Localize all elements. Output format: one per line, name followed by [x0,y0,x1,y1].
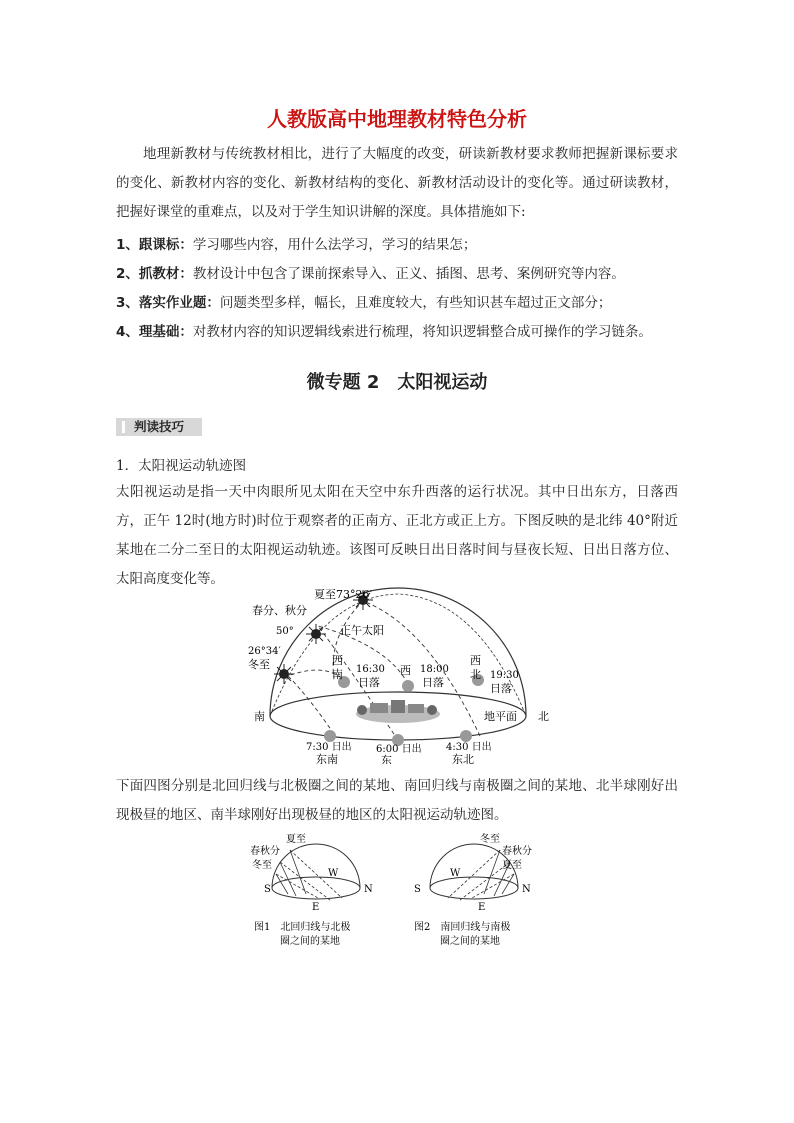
section-tag [116,418,202,436]
item-label: 4、理基础： [116,324,193,340]
label-south: 南 [254,710,265,723]
label-set1: 日落 [358,676,380,689]
label-set3-time: 19:30 [490,670,519,681]
equinox-sun-icon [306,624,326,644]
body-paragraph: 下面四图分别是北回归线与北极圈之间的某地、南回归线与南极圈之间的某地、北半球刚好出现极昼的地区、南半球刚好出现极昼的地区的太阳视运动轨迹图。 [116,778,678,823]
label-n: N [522,884,531,895]
label-winter-angle: 26°34′ [248,646,281,657]
label-mid: 春秋分 [502,846,532,857]
label-w: W [328,868,339,879]
item-text: 教材设计中包含了课前探索导入、正义、插图、思考、案例研究等内容。 [192,266,625,282]
section-title: 微专题 2 太阳视运动 [306,372,488,393]
label-west: 西 [400,664,411,677]
list-item [116,262,625,282]
label-rise2-dir: 东 [381,754,392,764]
label-set2-time: 18:00 [420,664,449,675]
label-north: 北 [538,710,549,723]
intro-paragraph: 地理新教材与传统教材相比，进行了大幅度的改变，研读新教材要求教师把握新课标要求的变化、新教材内容的变化、新教材结构的变化、新教材活动设计的变化等。通过研读教材，把握好课堂的重难点，以及对于学生知识讲解的深度。具体措施如下: [116,146,678,220]
horizon-ellipse [430,877,518,899]
label-set1-time: 16:30 [356,664,385,675]
subheading: 1．太阳视运动轨迹图 [116,458,247,474]
label-top: 冬至 [480,834,500,845]
item-label: 3、落实作业题： [116,295,220,311]
label-w: W [450,868,461,879]
label-summer: 夏至73°26′ [314,588,372,601]
list-item [116,320,652,340]
small-figure-1 [250,830,380,950]
label-s: S [414,884,421,895]
label-rise2: 6:00 日出 [376,744,422,755]
item-text: 对教材内容的知识逻辑线索进行梳理，将知识逻辑整合成可操作的学习链条。 [192,324,652,340]
label-e: E [478,902,486,913]
label-e: E [312,902,320,913]
horizon-ellipse [272,877,360,899]
sunrise-sun-icon [460,730,472,742]
label-equinox: 春分、秋分 [252,604,307,617]
caption-line1: 图2 南回归线与南极 [414,922,511,933]
label-top: 夏至 [286,834,306,845]
tag-label: 判读技巧 [134,419,185,434]
observer-houses-icon [356,700,440,723]
list-item [116,233,476,253]
label-southwest-2: 南 [332,668,343,681]
sunrise-sun-icon [324,730,336,742]
label-northwest-2: 北 [470,668,481,681]
label-low: 冬至 [252,860,272,871]
label-set3: 日落 [490,682,512,695]
item-text: 问题类型多样，幅长，且难度较大，有些知识甚车超过正文部分； [219,295,612,311]
list-item [116,291,611,311]
label-northwest-1: 西 [470,654,481,667]
label-rise1-dir: 东南 [316,753,338,764]
caption-line2: 圈之间的某地 [440,936,500,947]
body-paragraph: 太阳视运动是指一天中肉眼所见太阳在天空中东升西落的运行状况。其中日出东方，日落西方，正午 12时(地方时)时位于观察者的正南方、正北方或正上方。下图反映的是北纬 40°附近某地在二分二至日的太阳视运动轨迹。该图可反映日出日落时间与昼夜长短、日出日落方位、太阳高度变化等。 [116,484,678,587]
label-horizon: 地平面 [484,710,517,723]
label-rise3: 4:30 日出 [446,742,492,753]
label-mid: 春秋分 [250,846,280,857]
label-noon-sun: 正午太阳 [340,624,384,637]
sunset-sun-icon [402,680,414,692]
item-label: 1、跟课标： [116,237,193,253]
caption-line1: 图1 北回归线与北极 [254,922,351,933]
item-text: 学习哪些内容，用什么法学习，学习的结果怎； [192,237,477,253]
label-set2: 日落 [422,676,444,689]
label-s: S [264,884,271,895]
sky-dome [270,588,526,716]
item-label: 2、抓教材： [116,266,193,282]
label-equinox-angle: 50° [276,626,294,637]
sun-path-diagram [248,586,558,764]
meridian-arc [270,594,526,716]
label-southwest-1: 西 [332,654,343,667]
winter-sun-icon [274,664,294,684]
page-title: 人教版高中地理教材特色分析 [267,107,527,131]
caption-line2: 圈之间的某地 [280,936,340,947]
small-figure-2 [410,830,545,950]
label-n: N [364,884,373,895]
label-low: 夏至 [502,860,522,871]
label-rise3-dir: 东北 [452,753,474,764]
label-rise1: 7:30 日出 [306,742,352,753]
label-winter: 冬至 [248,658,270,671]
